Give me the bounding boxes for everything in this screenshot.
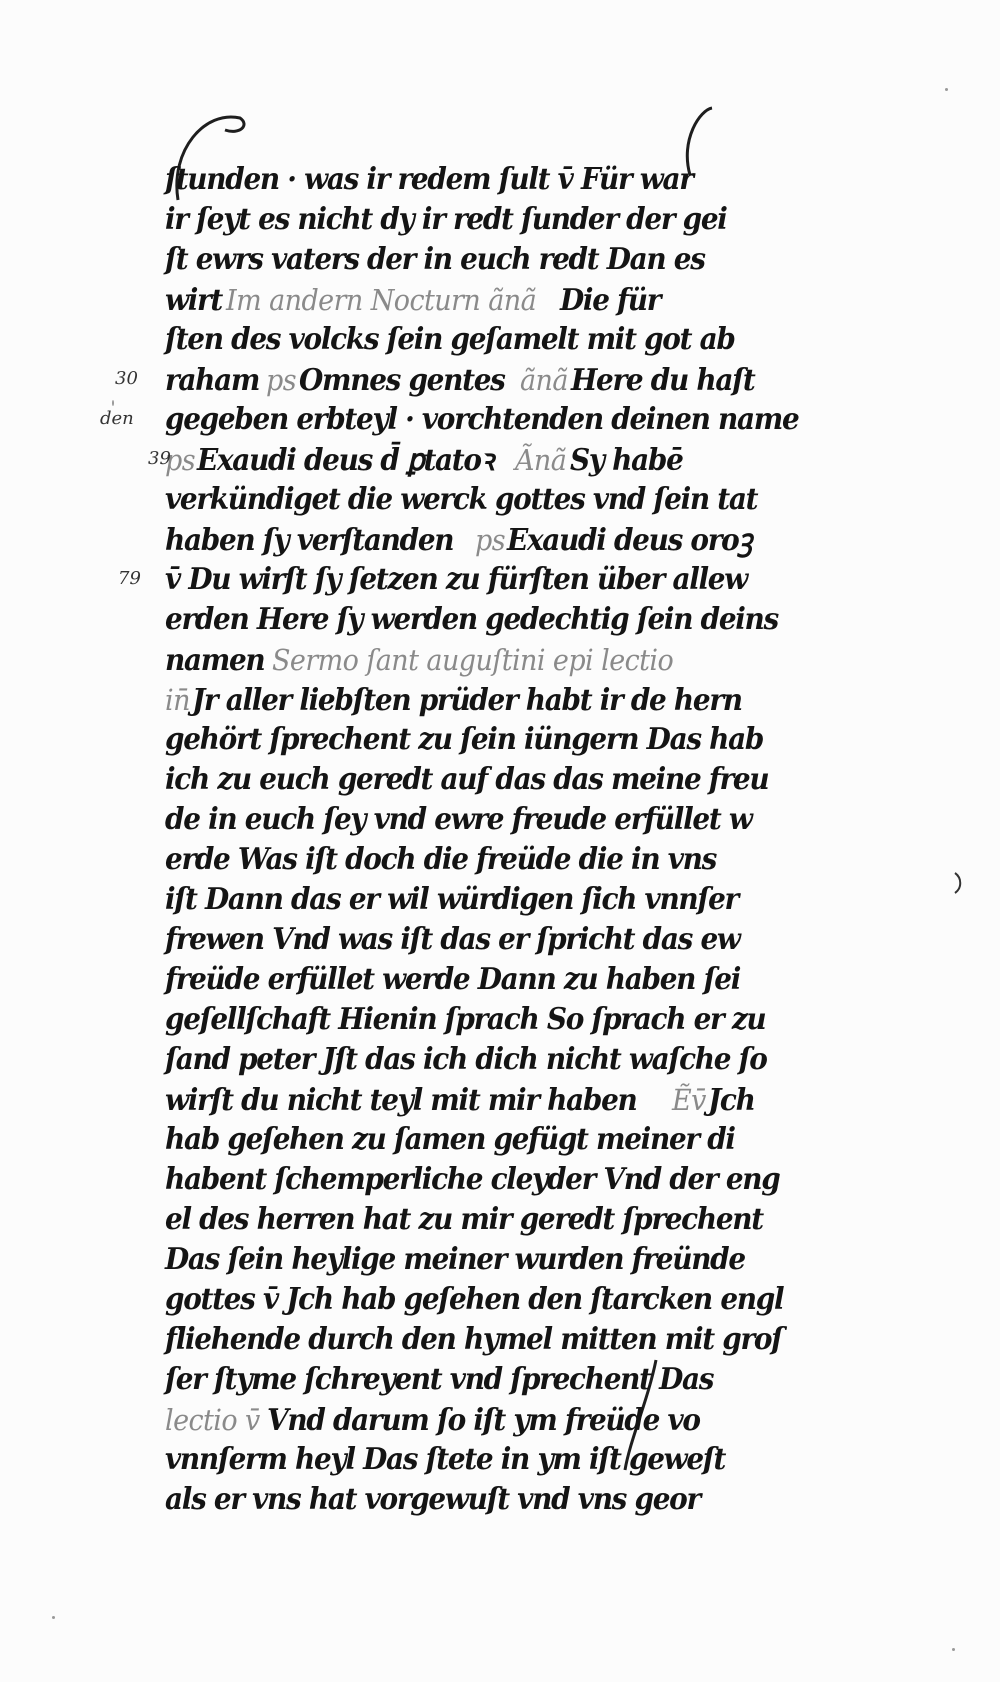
manuscript-line	[165, 280, 965, 320]
manuscript-line	[165, 1440, 965, 1480]
manuscript-line	[165, 1360, 965, 1400]
manuscript-line	[165, 960, 965, 1000]
manuscript-text	[165, 160, 965, 1520]
line-text: ir ſeyt es nicht dy ir redt ſunder der gei	[165, 202, 727, 237]
manuscript-line	[165, 1040, 965, 1080]
line-text: ſten des volcks ſein geſamelt mit got ab	[165, 322, 735, 357]
rubric-text: Im andern Nocturn ãnã	[226, 283, 537, 317]
manuscript-line	[165, 920, 965, 960]
line-text: el des herren hat zu mir geredt ſprechent	[165, 1202, 763, 1237]
line-text: Exaudi deus d̄ ꝑtatoꝛ	[197, 443, 493, 478]
line-text: namen	[165, 643, 265, 678]
line-text: Jch	[708, 1083, 755, 1118]
rubric-text: ps	[266, 363, 297, 397]
line-text: ich zu euch geredt auf das das meine freu	[165, 762, 769, 797]
rubric-text: Sermo ſant auguſtini epi lectio	[271, 643, 674, 677]
line-text: Das ſein heylige meiner wurden freünde	[165, 1242, 745, 1277]
line-text: ſand peter Jſt das ich dich nicht waſche ſo	[165, 1042, 767, 1077]
manuscript-line	[165, 720, 965, 760]
line-text: gegeben erbteyl · vorchtenden deinen name	[165, 402, 799, 437]
manuscript-line	[165, 840, 965, 880]
manuscript-line	[165, 360, 965, 400]
manuscript-line	[165, 1240, 965, 1280]
line-text: verkündiget die werck gottes vnd ſein tat	[165, 482, 758, 517]
manuscript-line	[165, 1200, 965, 1240]
line-text: habent ſchemperliche cleyder Vnd der eng	[165, 1162, 780, 1197]
line-text: ſer ſtyme ſchreyent vnd ſprechent Das	[165, 1362, 714, 1397]
manuscript-line	[165, 440, 965, 480]
manuscript-line	[165, 560, 965, 600]
line-text: geſellſchaft Hienin ſprach So ſprach er zu	[165, 1002, 766, 1037]
line-text: Exaudi deus oroꝫ	[507, 523, 752, 558]
rubric-text: Ãnã	[515, 443, 567, 477]
manuscript-line	[165, 640, 965, 680]
margin-note: den	[100, 408, 134, 429]
manuscript-line	[165, 1120, 965, 1160]
line-text: gehört ſprechent zu ſein iüngern Das hab	[165, 722, 764, 757]
manuscript-line	[165, 320, 965, 360]
line-text: ſtunden · was ir redem ſult v̄ Für war	[165, 162, 693, 197]
manuscript-line	[165, 880, 965, 920]
rubric-text: ps	[165, 443, 195, 477]
manuscript-line	[165, 480, 965, 520]
line-text: frewen Vnd was iſt das er ſpricht das ew	[165, 922, 740, 957]
line-text: iſt Dann das er wil würdigen ſich vnnſer	[165, 882, 738, 917]
manuscript-line	[165, 200, 965, 240]
rubric-text: lectio v̄	[165, 1403, 260, 1437]
rubric-text: in̄	[165, 683, 190, 717]
manuscript-line	[165, 800, 965, 840]
line-text: Sy habē	[570, 443, 683, 478]
line-text: de in euch ſey vnd ewre freude erfüllet w	[165, 802, 752, 837]
manuscript-line	[165, 240, 965, 280]
manuscript-line	[165, 1480, 965, 1520]
page-speck	[945, 88, 948, 91]
line-text: raham	[165, 363, 260, 398]
rubric-text: Ẽv̄	[672, 1083, 706, 1117]
margin-note: 39	[148, 448, 171, 469]
page-speck	[52, 1616, 55, 1619]
line-text: haben ſy verſtanden	[165, 523, 454, 558]
manuscript-line	[165, 520, 965, 560]
line-text: Here du haſt	[571, 363, 755, 398]
line-text: Vnd darum ſo iſt ym freüde vo	[266, 1403, 700, 1438]
manuscript-line	[165, 1160, 965, 1200]
page-speck	[112, 400, 114, 406]
rubric-text: ãnã	[519, 363, 568, 397]
manuscript-line	[165, 400, 965, 440]
line-text: als er vns hat vorgewuſt vnd vns geor	[165, 1482, 700, 1517]
manuscript-line	[165, 1320, 965, 1360]
manuscript-line	[165, 680, 965, 720]
line-text: hab geſehen zu ſamen gefügt meiner di	[165, 1122, 735, 1157]
manuscript-line	[165, 1400, 965, 1440]
manuscript-line	[165, 160, 965, 200]
manuscript-line	[165, 760, 965, 800]
line-text: erden Here ſy werden gedechtig ſein deins	[165, 602, 778, 637]
line-text: v̄ Du wirſt ſy ſetzen zu fürſten über allew	[165, 562, 747, 597]
line-text: Jr aller liebſten prüder habt ir de hern	[191, 683, 742, 718]
line-text: vnnſerm heyl Das ſtete in ym iſt geweſt	[165, 1442, 726, 1477]
line-text: fliehende durch den hymel mitten mit groſ	[165, 1322, 782, 1357]
line-text: ſt ewrs vaters der in euch redt Dan es	[165, 242, 705, 277]
line-text: freüde erfüllet werde Dann zu haben ſei	[165, 962, 741, 997]
rubric-text: ps	[474, 523, 505, 557]
line-text: Die für	[559, 283, 660, 318]
manuscript-line	[165, 1080, 965, 1120]
manuscript-line	[165, 1280, 965, 1320]
line-text: Omnes gentes	[298, 363, 505, 398]
manuscript-line	[165, 1000, 965, 1040]
line-text: gottes v̄ Jch hab geſehen den ſtarcken engl	[165, 1282, 784, 1317]
margin-note: 79	[118, 568, 141, 589]
line-text: wirſt du nicht teyl mit mir haben	[165, 1083, 637, 1118]
manuscript-line	[165, 600, 965, 640]
line-text: wirt	[165, 283, 223, 318]
page-speck	[952, 1648, 955, 1651]
line-text: erde Was iſt doch die freüde die in vns	[165, 842, 717, 877]
margin-note: 30	[115, 368, 138, 389]
